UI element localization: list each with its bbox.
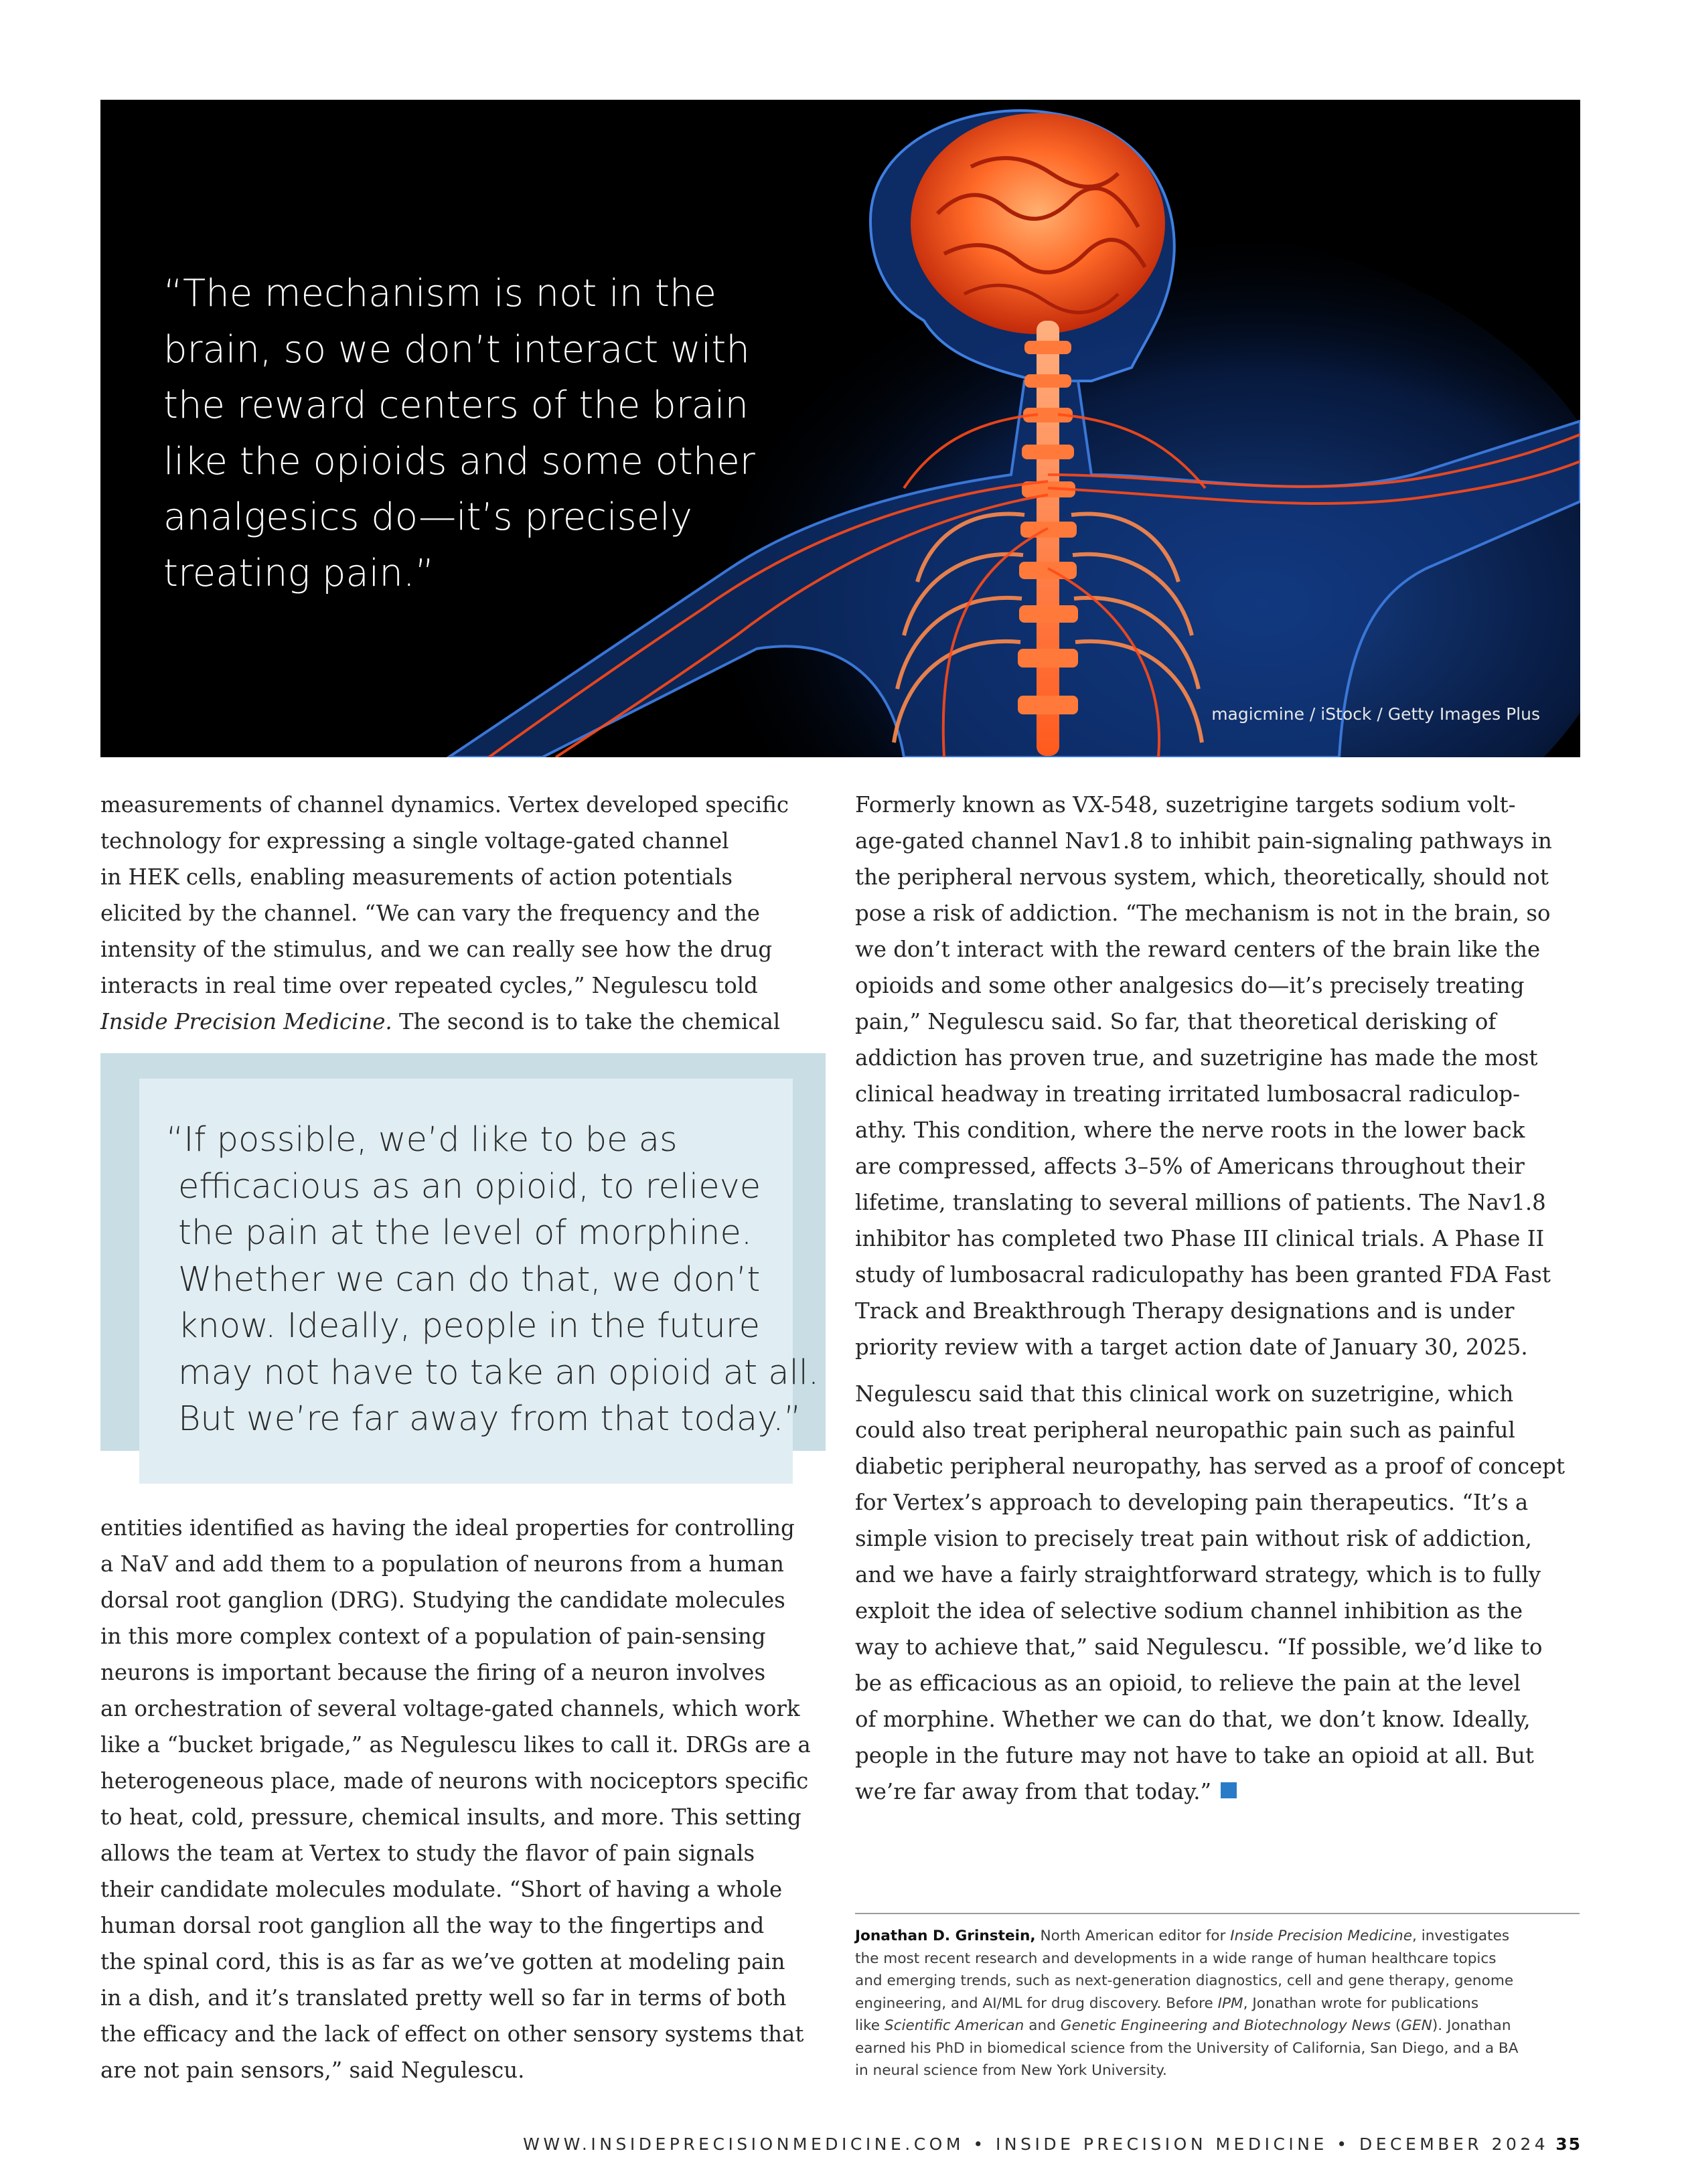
text-line: a NaV and add them to a population of neurons from a human bbox=[100, 1551, 784, 1577]
page-footer bbox=[523, 2134, 1582, 2154]
pull-quote-text: “If possible, we’d like to be as efficacious as an opioid, to relieve the pain at the level of morphine. Whether we can do that, we don’t know. Ideally, people in the future may not have to take an opioid at all. But we’re far away from that today.” bbox=[166, 1120, 820, 1439]
text-line: dorsal root ganglion (DRG). Studying the candidate molecules bbox=[100, 1587, 785, 1613]
bio-divider bbox=[855, 1913, 1580, 1914]
text-line: elicited by the channel. “We can vary the frequency and the bbox=[100, 901, 760, 926]
publication-name: Inside Precision Medicine. bbox=[100, 1009, 392, 1034]
text-line: opioids and some other analgesics do—it’s precisely treating bbox=[855, 973, 1525, 998]
text-line: human dorsal root ganglion all the way to the fingertips and bbox=[100, 1913, 765, 1938]
text-line: people in the future may not have to take an opioid at all. But bbox=[855, 1743, 1534, 1768]
footer-text: WWW.INSIDEPRECISIONMEDICINE.COM • INSIDE PRECISION MEDICINE • DECEMBER 2024 bbox=[523, 2134, 1549, 2154]
text-line: inhibitor has completed two Phase III clinical trials. A Phase II bbox=[855, 1226, 1545, 1251]
text-line: interacts in real time over repeated cycles,” Negulescu told bbox=[100, 973, 758, 998]
text-line: diabetic peripheral neuropathy, has served as a proof of concept bbox=[855, 1454, 1565, 1479]
author-bio: Jonathan D. Grinstein, North American editor for Inside Precision Medicine, investigates the most recent research and developments in a wide range of human healthcare topics and emerging trends, such as next-generation diagnostics, cell and gene therapy, genome engineering, and AI/ML for drug discovery. Before IPM, Jonathan wrote for publications like Scientific American and Genetic Engineering and Biotechnology News (GEN). Jonathan earned his PhD in biomedical science from the University of California, San Diego, and a BA in neural science from New York University. bbox=[855, 1928, 1519, 2079]
text-line: we don’t interact with the reward centers of the brain like the bbox=[855, 937, 1541, 962]
text-line: their candidate molecules modulate. “Short of having a whole bbox=[100, 1877, 783, 1902]
text-line: exploit the idea of selective sodium channel inhibition as the bbox=[855, 1598, 1523, 1624]
text-line: the spinal cord, this is as far as we’ve gotten at modeling pain bbox=[100, 1949, 785, 1974]
text-line: an orchestration of several voltage-gated channels, which work bbox=[100, 1696, 800, 1721]
text-line: for Vertex’s approach to developing pain therapeutics. “It’s a bbox=[855, 1490, 1529, 1515]
text-line: Negulescu said that this clinical work on suzetrigine, which bbox=[855, 1381, 1514, 1407]
text-line: in this more complex context of a population of pain-sensing bbox=[100, 1624, 766, 1649]
hero-image bbox=[100, 100, 1580, 757]
text-line: priority review with a target action date of January 30, 2025. bbox=[855, 1334, 1528, 1360]
text-line: Inside Precision Medicine. The second is to take the chemical bbox=[100, 1009, 781, 1034]
text-line: neurons is important because the firing of a neuron involves bbox=[100, 1660, 766, 1685]
right-column bbox=[855, 787, 1565, 1810]
text-line: to heat, cold, pressure, chemical insults, and more. This setting bbox=[100, 1804, 801, 1830]
author-name: Jonathan D. Grinstein, bbox=[855, 1928, 1036, 1944]
text-line: athy. This condition, where the nerve roots in the lower back bbox=[855, 1117, 1525, 1143]
left-column-bottom bbox=[100, 1510, 811, 2088]
text-line: could also treat peripheral neuropathic pain such as painful bbox=[855, 1417, 1515, 1443]
text-line: Formerly known as VX-548, suzetrigine targets sodium volt- bbox=[855, 792, 1516, 817]
text-line: the peripheral nervous system, which, theoretically, should not bbox=[855, 864, 1549, 890]
text-line: allows the team at Vertex to study the flavor of pain signals bbox=[100, 1841, 755, 1866]
text-line: clinical headway in treating irritated lumbosacral radiculop- bbox=[855, 1081, 1521, 1107]
text-line: lifetime, translating to several millions of patients. The Nav1.8 bbox=[855, 1190, 1546, 1215]
text-line: heterogeneous place, made of neurons with nociceptors specific bbox=[100, 1768, 809, 1794]
text-line: pose a risk of addiction. “The mechanism is not in the brain, so bbox=[855, 901, 1551, 926]
page-number: 35 bbox=[1555, 2134, 1582, 2154]
text-line: like a “bucket brigade,” as Negulescu likes to call it. DRGs are a bbox=[100, 1732, 811, 1758]
paragraph-gap bbox=[855, 1365, 1565, 1376]
end-of-article-mark bbox=[1221, 1782, 1237, 1798]
hero-pull-quote: “The mechanism is not in the brain, so we don’t interact with the reward centers of the brain like the opioids and some other analgesics do—it’s precisely treating pain.” bbox=[163, 272, 755, 595]
text-line: simple vision to precisely treat pain without risk of addiction, bbox=[855, 1526, 1532, 1551]
text-line: be as efficacious as an opioid, to relieve the pain at the level bbox=[855, 1670, 1521, 1696]
text-line: measurements of channel dynamics. Vertex developed specific bbox=[100, 792, 789, 817]
text-line: addiction has proven true, and suzetrigine has made the most bbox=[855, 1045, 1538, 1071]
text-line: of morphine. Whether we can do that, we don’t know. Ideally, bbox=[855, 1707, 1531, 1732]
text-line: way to achieve that,” said Negulescu. “If possible, we’d like to bbox=[855, 1634, 1543, 1660]
text-line: Track and Breakthrough Therapy designations and is under bbox=[855, 1298, 1515, 1324]
left-column-top bbox=[100, 787, 789, 1040]
text-line: in a dish, and it’s translated pretty well so far in terms of both bbox=[100, 1985, 787, 2011]
text-line: are compressed, affects 3–5% of Americans throughout their bbox=[855, 1154, 1525, 1179]
text-line: the efficacy and the lack of effect on other sensory systems that bbox=[100, 2021, 804, 2047]
text-line: age-gated channel Nav1.8 to inhibit pain-signaling pathways in bbox=[855, 828, 1552, 854]
text-line: study of lumbosacral radiculopathy has been granted FDA Fast bbox=[855, 1262, 1551, 1288]
image-credit: magicmine / iStock / Getty Images Plus bbox=[1211, 704, 1540, 724]
text-line: in HEK cells, enabling measurements of action potentials bbox=[100, 864, 733, 890]
text-line: are not pain sensors,” said Negulescu. bbox=[100, 2057, 525, 2083]
pull-quote-box bbox=[139, 1079, 820, 1484]
text-line: entities identified as having the ideal properties for controlling bbox=[100, 1515, 795, 1541]
text-line: technology for expressing a single voltage-gated channel bbox=[100, 828, 729, 854]
text-line: pain,” Negulescu said. So far, that theoretical derisking of bbox=[855, 1009, 1497, 1034]
text-line: intensity of the stimulus, and we can really see how the drug bbox=[100, 937, 773, 962]
text-line: and we have a fairly straightforward strategy, which is to fully bbox=[855, 1562, 1541, 1587]
text-line: we’re far away from that today.” bbox=[855, 1774, 1565, 1810]
